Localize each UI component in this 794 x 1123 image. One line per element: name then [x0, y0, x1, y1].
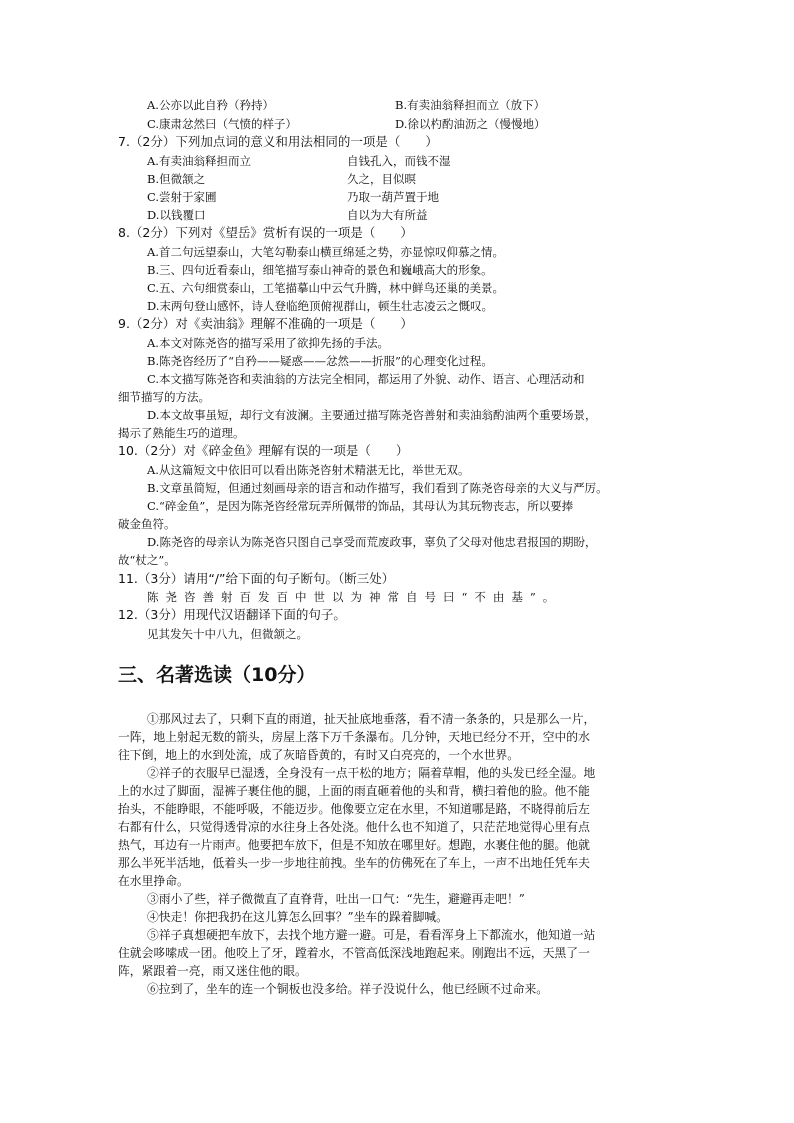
passage-line: 抬头，不能睁眼，不能呼吸，不能迈步。他像要立定在水里，不知道哪是路，不晓得前后左	[118, 802, 590, 816]
q10-stem: 10.（2分）对《碎金鱼》理解有误的一项是（ ）	[118, 443, 409, 458]
q6-option-c: C.康肃忿然曰（气愤的样子）	[147, 117, 298, 131]
q7-row-a-left: A.有卖油翁释担而立	[147, 154, 251, 168]
q8-option-a: A.首二句远望泰山，大笔勾勒泰山横亘绵延之势，亦显惊叹仰慕之情。	[147, 245, 504, 259]
passage-line: 住就会哆嗦成一团。他咬上了牙，蹚着水，不管高低深浅地跑起来。刚跑出不远，天黑了一	[118, 946, 590, 960]
q12-sentence: 见其发矢十中八九，但微颔之。	[147, 627, 308, 641]
q9-option-c-cont: 细节描写的方法。	[118, 390, 210, 404]
q10-option-c: C.“碎金鱼”，是因为陈尧咨经常玩弄所佩带的饰品，其母认为其玩物丧志，所以要捧	[147, 499, 574, 513]
q6-option-a: A.公亦以此自矜（矜持）	[147, 98, 274, 112]
q8-option-d: D.末两句登山感怀，诗人登临绝顶俯视群山，顿生壮志凌云之慨叹。	[147, 299, 493, 313]
passage-line: 热气，耳边有一片雨声。他要把车放下，但是不知放在哪里好。想跑，水裹住他的腿。他就	[118, 838, 590, 852]
q6-option-d: D.徐以杓酌油沥之（慢慢地）	[395, 117, 546, 131]
passage-line: 往下倒，地上的水到处流，成了灰暗昏黄的，有时又白亮亮的，一个水世界。	[118, 748, 520, 762]
q9-option-d: D.本文故事虽短，却行文有波澜。主要通过描写陈尧咨善射和卖油翁酌油两个重要场景，	[147, 408, 597, 422]
q7-stem: 7.（2分）下列加点词的意义和用法相同的一项是（ ）	[118, 134, 438, 149]
passage-line: 那么半死半活地，低着头一步一步地往前拽。坐车的仿佛死在了车上，一声不出地任凭车夫	[118, 856, 590, 870]
q11-sentence: 陈尧咨善射百发百中世以为神常自号曰“不由基”。	[147, 590, 562, 604]
q10-option-c-cont: 破金鱼符。	[118, 517, 176, 531]
passage-line: ②祥子的衣服早已湿透，全身没有一点干松的地方；隔着草帽，他的头发已经全湿。地	[147, 766, 596, 780]
q7-row-c-left: C.尝射于家圃	[147, 190, 217, 204]
q11-stem: 11.（3分）请用“/”给下面的句子断句。（断三处）	[118, 571, 395, 586]
passage-line: ③雨小了些，祥子微微直了直脊背，吐出一口气：“先生，避避再走吧！”	[147, 892, 525, 906]
passage-line: 一阵，地上射起无数的箭头，房屋上落下万千条瀑布。几分钟，天地已经分不开，空中的水	[118, 730, 590, 744]
q7-row-b-left: B.但微颔之	[147, 172, 206, 186]
q9-option-c: C.本文描写陈尧咨和卖油翁的方法完全相同，都运用了外貌、动作、语言、心理活动和	[147, 372, 585, 386]
q10-option-d: D.陈尧咨的母亲认为陈尧咨只图自己享受而荒废政事，辜负了父母对他忠君报国的期盼，	[147, 535, 597, 549]
passage-line: ①那风过去了，只剩下直的雨道，扯天扯底地垂落，看不清一条条的，只是那么一片，	[147, 712, 596, 726]
q10-option-d-cont: 故“杖之”。	[118, 553, 176, 567]
q7-row-d-right: 自以为大有所益	[347, 208, 428, 222]
q6-option-b: B.有卖油翁释担而立（放下）	[395, 98, 546, 112]
q8-option-c: C.五、六句细赏泰山，工笔描摹山中云气升腾，林中鲜鸟还巢的美景。	[147, 281, 505, 295]
passage-line: ⑥拉到了，坐车的连一个铜板也没多给。祥子没说什么，他已经顾不过命来。	[147, 982, 549, 996]
q9-option-b: B.陈尧咨经历了“自矜——疑惑——忿然——折服”的心理变化过程。	[147, 354, 493, 368]
q9-stem: 9.（2分）对《卖油翁》理解不准确的一项是（ ）	[118, 316, 413, 331]
q7-row-c-right: 乃取一葫芦置于地	[347, 190, 439, 204]
passage-line: 右都有什么，只觉得透骨凉的水往身上各处浇。他什么也不知道了，只茫茫地觉得心里有点	[118, 820, 590, 834]
q9-option-d-cont: 揭示了熟能生巧的道理。	[118, 426, 245, 440]
q12-stem: 12.（3分）用现代汉语翻译下面的句子。	[118, 607, 346, 622]
passage-line: ④快走！你把我扔在这儿算怎么回事？”坐车的跺着脚喊。	[147, 910, 448, 924]
section-heading: 三、名著选读（10分）	[118, 664, 316, 686]
q7-row-b-right: 久之，目似暝	[347, 172, 416, 186]
passage-line: 阵，紧跟着一亮，雨又迷住他的眼。	[118, 964, 307, 978]
q10-option-b: B.文章虽简短，但通过刻画母亲的语言和动作描写，我们看到了陈尧咨母亲的大义与严厉。	[147, 481, 608, 495]
q9-option-a: A.本文对陈尧咨的描写采用了欲抑先扬的手法。	[147, 336, 389, 350]
q7-row-d-left: D.以钱覆口	[147, 208, 206, 222]
passage-line: 在水里挣命。	[118, 874, 189, 888]
q10-option-a: A.从这篇短文中依旧可以看出陈尧咨射术精湛无比，举世无双。	[147, 463, 470, 477]
q8-stem: 8.（2分）下列对《望岳》赏析有误的一项是（ ）	[118, 225, 413, 240]
q8-option-b: B.三、四句近看泰山，细笔描写泰山神奇的景色和巍峨高大的形象。	[147, 263, 493, 277]
passage-line: 上的水过了脚面，湿裤子裹住他的腿，上面的雨直砸着他的头和背，横扫着他的脸。他不能	[118, 784, 590, 798]
passage-line: ⑤祥子真想硬把车放下，去找个地方避一避。可是，看看浑身上下都流水，他知道一站	[147, 928, 596, 942]
q7-row-a-right: 自钱孔入，而钱不湿	[347, 154, 451, 168]
